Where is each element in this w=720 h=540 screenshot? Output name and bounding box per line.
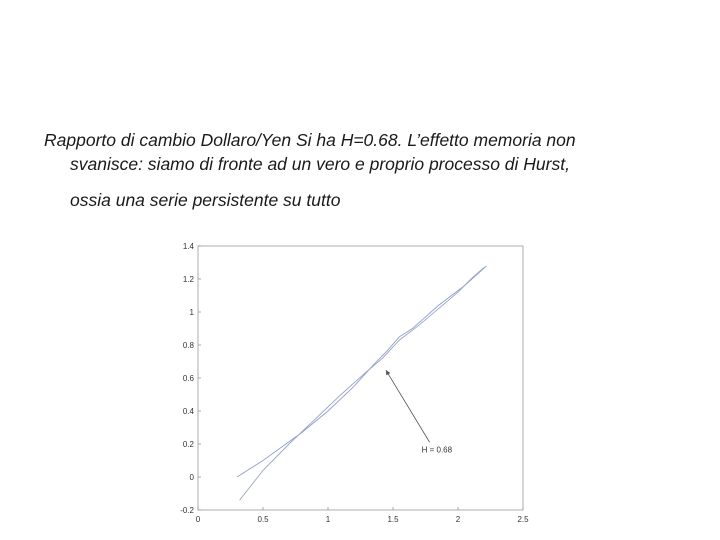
x-tick-label: 0.5 xyxy=(257,515,269,524)
slide-caption xyxy=(44,128,704,212)
hurst-chart xyxy=(160,238,560,528)
x-tick-label: 0 xyxy=(195,515,201,524)
x-tick-label: 1 xyxy=(325,515,331,524)
y-tick-label: 0.6 xyxy=(182,374,194,383)
annotation-label: H = 0.68 xyxy=(421,445,453,455)
x-tick-label: 2 xyxy=(455,515,461,524)
annotation-arrow xyxy=(386,370,430,442)
x-tick-label: 1.5 xyxy=(387,515,399,524)
x-tick-label: 2.5 xyxy=(517,515,529,524)
y-tick-label: -0.2 xyxy=(180,506,194,515)
series-line-lower xyxy=(240,267,484,500)
y-tick-label: 0 xyxy=(189,473,194,482)
caption-line-2: svanisce: siamo di fronte ad un vero e proprio processo di Hurst, xyxy=(70,154,570,174)
y-tick-label: 1.4 xyxy=(182,242,194,251)
caption-line-1: Rapporto di cambio Dollaro/Yen Si ha H=0.68. L’effetto memoria non xyxy=(44,130,576,150)
y-tick-label: 0.2 xyxy=(182,440,194,449)
y-tick-label: 1 xyxy=(189,308,194,317)
y-tick-label: 0.8 xyxy=(182,341,194,350)
y-tick-label: 1.2 xyxy=(182,275,194,284)
y-tick-label: 0.4 xyxy=(182,407,194,416)
caption-line-3: ossia una serie persistente su tutto xyxy=(70,190,341,210)
